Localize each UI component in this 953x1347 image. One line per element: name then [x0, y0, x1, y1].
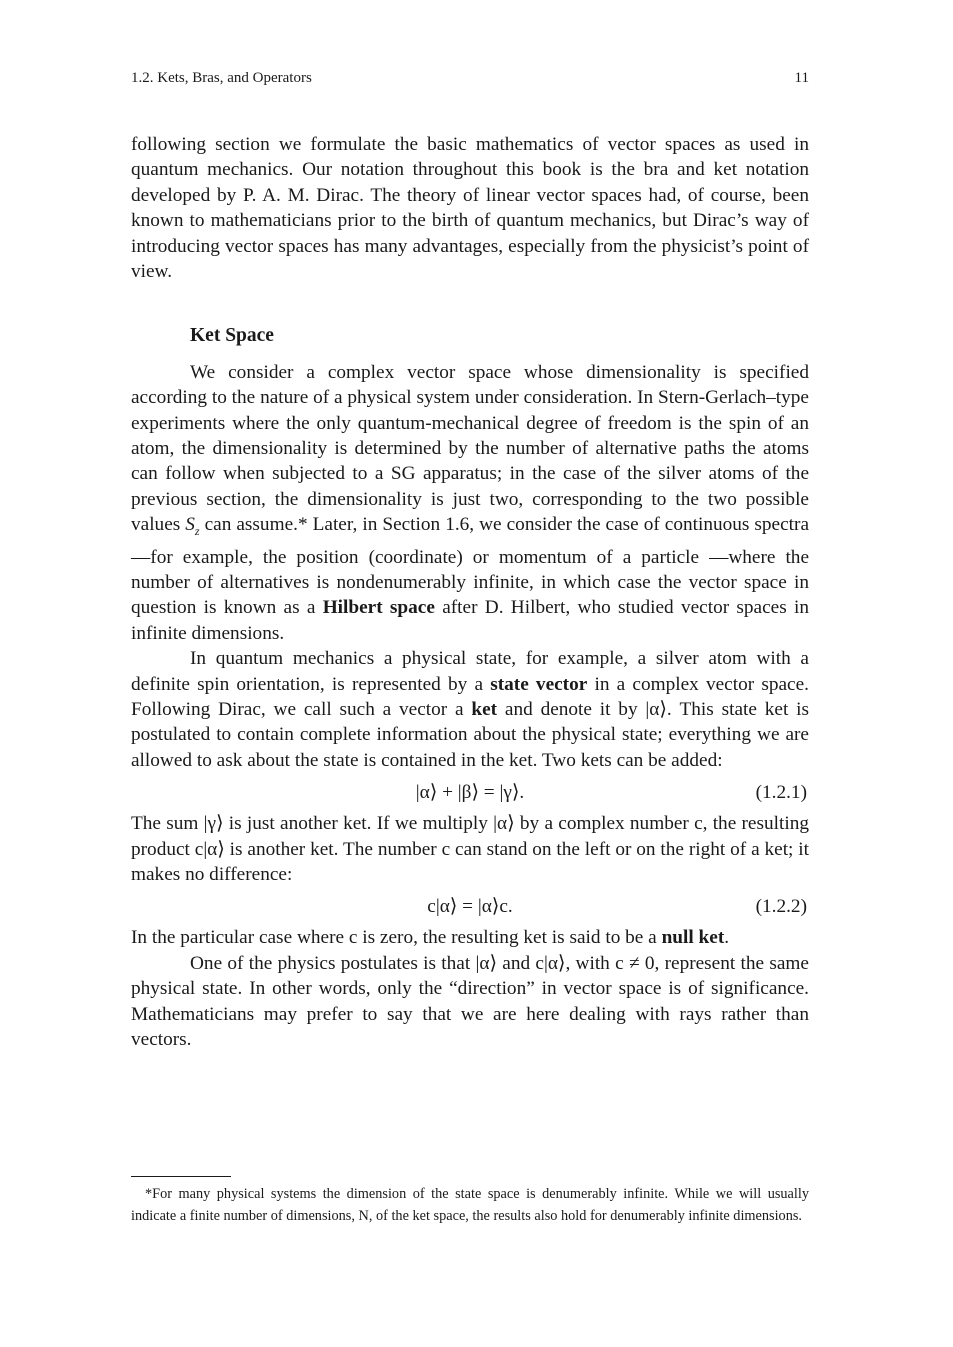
- paragraph-postulate: One of the physics postulates is that |α⟩ and c|α⟩, with c ≠ 0, represent the same physical state. In other words, only the “direction” in vector space is of significance. Mathematicians may prefer to say that we are here dealing with rays rather than vectors.: [131, 952, 809, 1051]
- footnote-divider: [131, 1176, 231, 1177]
- paragraph-sum: The sum |γ⟩ is just another ket. If we multiply |α⟩ by a complex number c, the resulting product c|α⟩ is another ket. The number c can stand on the left or on the right of a ket; it makes no difference:: [131, 813, 809, 886]
- paragraph-ket-space: We consider a complex vector space whose dimensionality is specified according to the nature of a physical system under consideration. In Stern-Gerlach–type experiments where the only quantum-mechanical degree of freedom is the spin of an atom, the dimensionality is determined by the number of alternative paths the atoms can follow when subjected to a SG apparatus; in the case of the silver atoms of the previous section, the dimensionality is just two, corresponding to the two possible values $S_z$ can assume.* Later, in Section 1.6, we consider the case of continuous spectra—for example, the position (coordinate) or momentum of a particle —where the number of alternatives is nondenumerably infinite, in which case the vector space in question is known as a Hilbert space after D. Hilbert, who studied vector spaces in infinite dimensions.: [131, 361, 810, 644]
- section-title: 1.2. Kets, Bras, and Operators: [131, 70, 312, 86]
- running-head: [131, 70, 809, 87]
- footnote: [131, 1184, 809, 1227]
- body-text: [131, 132, 809, 1052]
- paragraph-null-ket: In the particular case where c is zero, the resulting ket is said to be a null ket.: [131, 927, 730, 949]
- term-hilbert-space: Hilbert space: [322, 597, 435, 619]
- term-state-vector: state vector: [490, 673, 588, 695]
- equation-number: (1.2.1): [755, 782, 807, 804]
- paragraph-intro: following section we formulate the basic mathematics of vector spaces as used in quantum mechanics. Our notation throughout this book is the bra and ket notation developed by P. A. M. Dirac. The theory of linear vector spaces had, of course, been known to mathematicians prior to the birth of quantum mechanics, but Dirac’s way of introducing vector spaces has many advantages, especially from the physicist’s point of view.: [131, 134, 809, 283]
- footnote-text: *For many physical systems the dimension of the state space is denumerably infinite. While we will usually indicate a finite number of dimensions, N, of the ket space, the results also hold for denumerably infinite dimensions.: [131, 1186, 809, 1224]
- page-number: 11: [794, 70, 809, 86]
- equation-1-2-2: [131, 889, 809, 925]
- section-heading: Ket Space: [190, 325, 274, 347]
- equation-number: (1.2.2): [755, 896, 807, 918]
- equation-expression: c|α⟩ = |α⟩c.: [427, 896, 513, 918]
- term-null-ket: null ket: [661, 927, 725, 949]
- term-ket: ket: [471, 698, 498, 720]
- paragraph-state-vector: In quantum mechanics a physical state, for example, a silver atom with a definite spin orientation, is represented by a state vector in a complex vector space. Following Dirac, we call such a vector a ket and denote it by |α⟩. This state ket is postulated to contain complete information about the physical state; everything we are allowed to ask about the state is contained in the ket. Two kets can be added:: [131, 648, 809, 771]
- equation-1-2-1: [131, 775, 809, 811]
- equation-expression: |α⟩ + |β⟩ = |γ⟩.: [415, 782, 525, 804]
